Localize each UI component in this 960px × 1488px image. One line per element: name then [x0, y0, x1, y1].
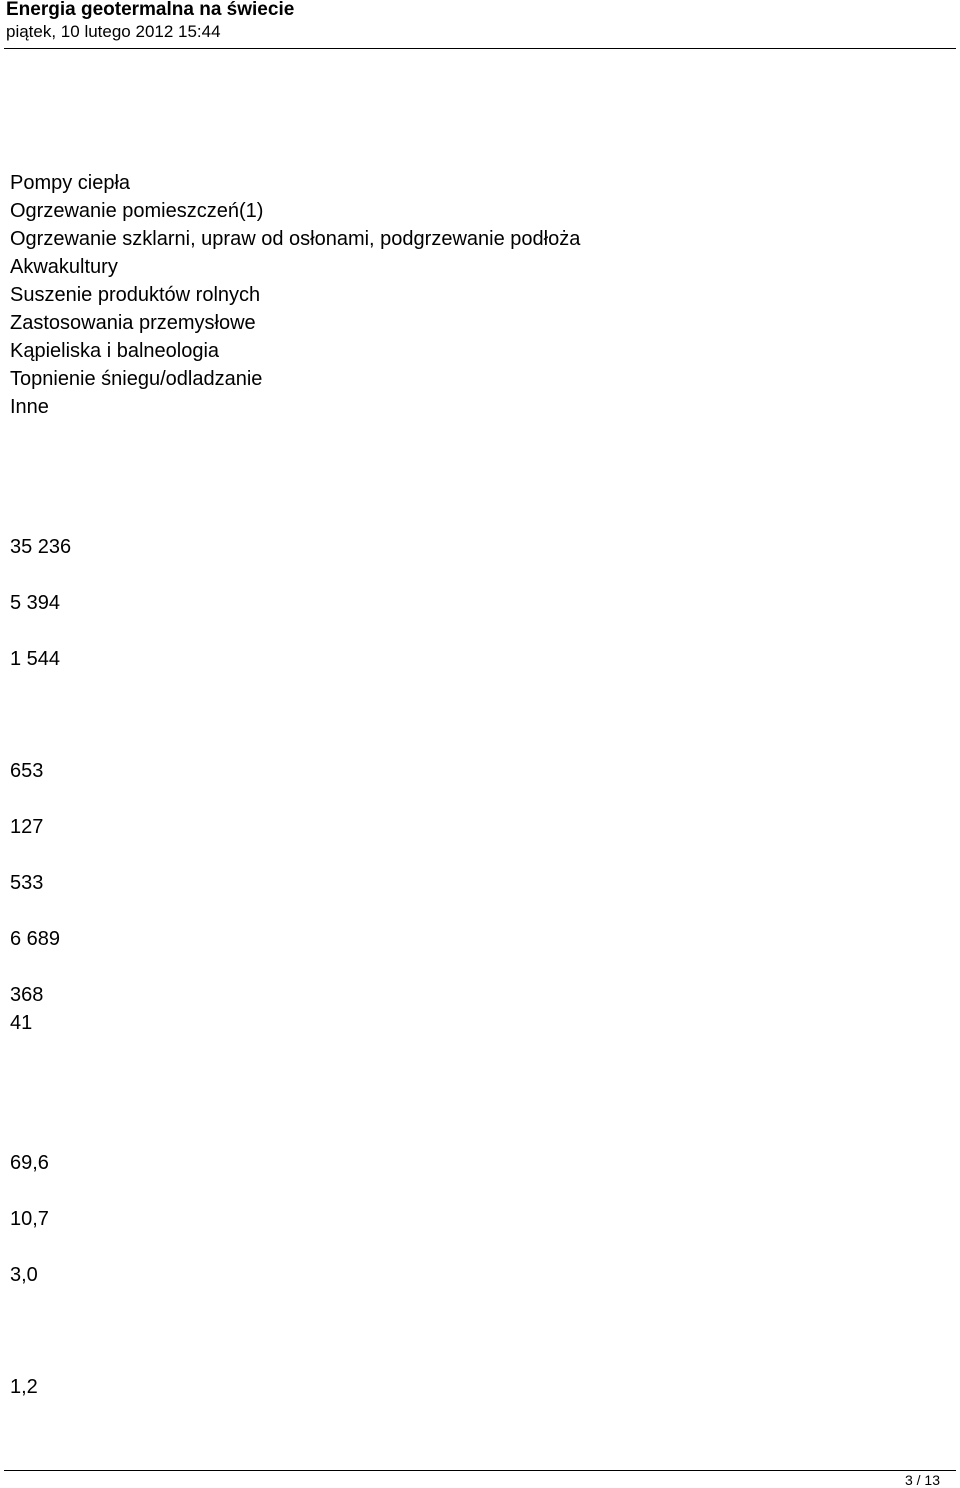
value-item: 35 236 [10, 536, 72, 558]
page-number: 3 / 13 [904, 1472, 940, 1488]
category-item: Suszenie produktów rolnych [10, 284, 261, 306]
header-divider [4, 48, 956, 49]
value-item: 41 [10, 1012, 33, 1034]
value-item: 127 [10, 816, 44, 838]
value-item: 368 [10, 984, 44, 1006]
percentage-item: 69,6 [10, 1152, 49, 1174]
category-item: Kąpieliska i balneologia [10, 340, 220, 362]
value-item: 653 [10, 760, 44, 782]
category-item: Ogrzewanie pomieszczeń(1) [10, 200, 264, 222]
category-item: Ogrzewanie szklarni, upraw od osłonami, podgrzewanie podłoża [10, 228, 581, 250]
category-item: Pompy ciepła [10, 172, 131, 194]
category-item: Inne [10, 396, 49, 418]
value-item: 1 544 [10, 648, 61, 670]
category-item: Akwakultury [10, 256, 118, 278]
category-item: Zastosowania przemysłowe [10, 312, 256, 334]
percentage-item: 10,7 [10, 1208, 49, 1230]
value-item: 6 689 [10, 928, 61, 950]
category-item: Topnienie śniegu/odladzanie [10, 368, 263, 390]
value-item: 5 394 [10, 592, 61, 614]
document-title: Energia geotermalna na świecie [6, 0, 295, 20]
percentage-item: 1,2 [10, 1376, 38, 1398]
value-item: 533 [10, 872, 44, 894]
page-header [6, 0, 956, 44]
document-date: piątek, 10 lutego 2012 15:44 [6, 22, 221, 41]
percentage-item: 3,0 [10, 1264, 38, 1286]
footer-divider [4, 1470, 956, 1471]
